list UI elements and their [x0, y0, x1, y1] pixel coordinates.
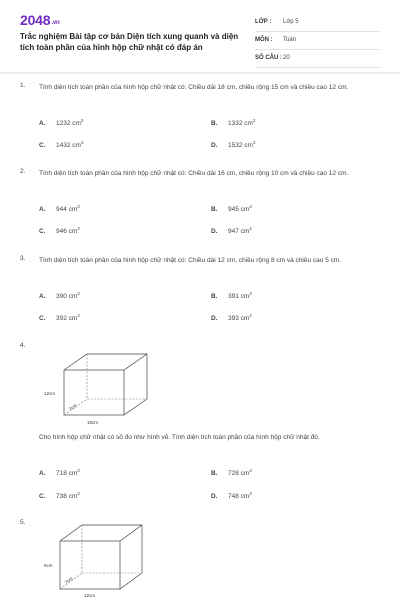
- option-value: 391 cm: [228, 293, 250, 301]
- dimension-width: 7cm: [63, 575, 74, 585]
- unit-exponent: 2: [249, 313, 252, 318]
- option-c[interactable]: [39, 491, 80, 500]
- question-4: [20, 342, 380, 512]
- option-value: 393 cm: [228, 315, 250, 323]
- question-text: Tính diện tích toàn phần của hình hộp chữ nhật có: Chiều dài 16 cm, chiều rộng 10 cm và chiều cao 12 cm.: [39, 170, 349, 177]
- option-value: 738 cm: [56, 493, 78, 501]
- unit-exponent: 2: [249, 226, 252, 231]
- unit-exponent: 2: [77, 204, 80, 209]
- cuboid-figure: [42, 521, 162, 600]
- question-number: 4.: [20, 342, 26, 349]
- unit-exponent: 2: [252, 140, 256, 145]
- option-value: 390 cm: [56, 293, 78, 301]
- dimension-length: 15cm: [87, 420, 99, 425]
- unit-exponent: 2: [80, 118, 84, 123]
- meta-row-count: [255, 50, 380, 68]
- meta-value: 20: [283, 55, 290, 61]
- option-d[interactable]: [211, 226, 252, 235]
- meta-label: MÔN :: [255, 37, 273, 43]
- meta-label: SỐ CÂU :: [255, 55, 282, 61]
- option-b[interactable]: [211, 118, 255, 127]
- option-value: 1532 cm: [228, 142, 253, 150]
- unit-exponent: 2: [77, 491, 80, 496]
- option-a[interactable]: [39, 291, 80, 300]
- unit-exponent: 2: [249, 204, 252, 209]
- unit-exponent: 2: [249, 491, 252, 496]
- option-value: 946 cm: [56, 228, 78, 236]
- option-letter: A.: [39, 206, 46, 214]
- option-d[interactable]: [211, 313, 252, 322]
- unit-exponent: 2: [77, 313, 80, 318]
- option-letter: C.: [39, 142, 46, 150]
- option-value: 1232 cm: [56, 120, 81, 128]
- question-text: Tính diện tích toàn phần của hình hộp chữ nhật có: Chiều dài 18 cm, chiều rộng 15 cm và chiều cao 12 cm.: [39, 84, 349, 91]
- logo-text: 2048: [20, 12, 51, 28]
- cuboid-figure: [42, 348, 162, 430]
- option-letter: A.: [39, 470, 46, 478]
- option-letter: D.: [211, 228, 218, 236]
- option-a[interactable]: [39, 204, 80, 213]
- option-value: 1332 cm: [228, 120, 253, 128]
- option-letter: D.: [211, 315, 218, 323]
- dimension-width: 7cm: [67, 402, 78, 412]
- dimension-height: 9cm: [44, 563, 53, 568]
- question-2: [20, 168, 380, 238]
- option-c[interactable]: [39, 313, 80, 322]
- page-title: Trắc nghiệm Bài tập cơ bản Diện tích xung quanh và diện tích toàn phần của hình hộp chữ nhật có đáp án: [20, 32, 239, 52]
- question-number: 5.: [20, 519, 26, 526]
- option-value: 718 cm: [56, 470, 78, 478]
- meta-row-class: [255, 14, 380, 32]
- option-letter: B.: [211, 293, 218, 301]
- document-header: [0, 0, 400, 68]
- option-a[interactable]: [39, 468, 80, 477]
- meta-row-subject: [255, 32, 380, 50]
- question-text: Tính diện tích toàn phần của hình hộp chữ nhật có: Chiều dài 12 cm, chiều rộng 8 cm và chiều cao 5 cm.: [39, 257, 342, 264]
- option-a[interactable]: [39, 118, 83, 127]
- option-b[interactable]: [211, 468, 252, 477]
- unit-exponent: 2: [249, 468, 252, 473]
- option-letter: B.: [211, 470, 218, 478]
- option-letter: C.: [39, 493, 46, 501]
- question-1: [20, 82, 380, 152]
- option-value: 748 cm: [228, 493, 250, 501]
- meta-value: Lớp 5: [283, 19, 299, 25]
- option-letter: A.: [39, 120, 46, 128]
- option-d[interactable]: [211, 140, 255, 149]
- option-letter: C.: [39, 228, 46, 236]
- option-value: 944 cm: [56, 206, 78, 214]
- option-b[interactable]: [211, 291, 252, 300]
- dimension-length: 12cm: [84, 593, 96, 598]
- option-letter: C.: [39, 315, 46, 323]
- cuboid-edge: [120, 525, 142, 541]
- question-number: 3.: [20, 255, 26, 262]
- option-letter: B.: [211, 120, 218, 128]
- meta-label: LỚP :: [255, 19, 272, 25]
- site-logo[interactable]: [20, 12, 59, 28]
- option-value: 1432 cm: [56, 142, 81, 150]
- unit-exponent: 2: [249, 291, 252, 296]
- header-divider: [0, 72, 400, 74]
- unit-exponent: 2: [77, 291, 80, 296]
- question-number: 1.: [20, 82, 26, 89]
- unit-exponent: 2: [252, 118, 256, 123]
- option-value: 392 cm: [56, 315, 78, 323]
- question-number: 2.: [20, 168, 26, 175]
- logo-suffix: .vn: [51, 20, 60, 26]
- question-3: [20, 255, 380, 325]
- question-text: Cho hình hộp chữ nhật có số đo như hình vẽ. Tính diện tích toàn phần của hình hộp chữ nhật đó.: [39, 434, 320, 441]
- unit-exponent: 2: [77, 226, 80, 231]
- option-c[interactable]: [39, 140, 83, 149]
- option-letter: D.: [211, 142, 218, 150]
- option-value: 945 cm: [228, 206, 250, 214]
- option-letter: B.: [211, 206, 218, 214]
- unit-exponent: 2: [80, 140, 84, 145]
- option-d[interactable]: [211, 491, 252, 500]
- option-value: 947 cm: [228, 228, 250, 236]
- option-value: 728 cm: [228, 470, 250, 478]
- meta-value: Toán: [283, 37, 297, 43]
- unit-exponent: 2: [77, 468, 80, 473]
- option-letter: A.: [39, 293, 46, 301]
- option-letter: D.: [211, 493, 218, 501]
- option-c[interactable]: [39, 226, 80, 235]
- dimension-height: 12cm: [44, 391, 56, 396]
- cuboid-edge: [124, 354, 147, 370]
- option-b[interactable]: [211, 204, 252, 213]
- question-5: [20, 519, 380, 600]
- document-meta: [255, 14, 380, 68]
